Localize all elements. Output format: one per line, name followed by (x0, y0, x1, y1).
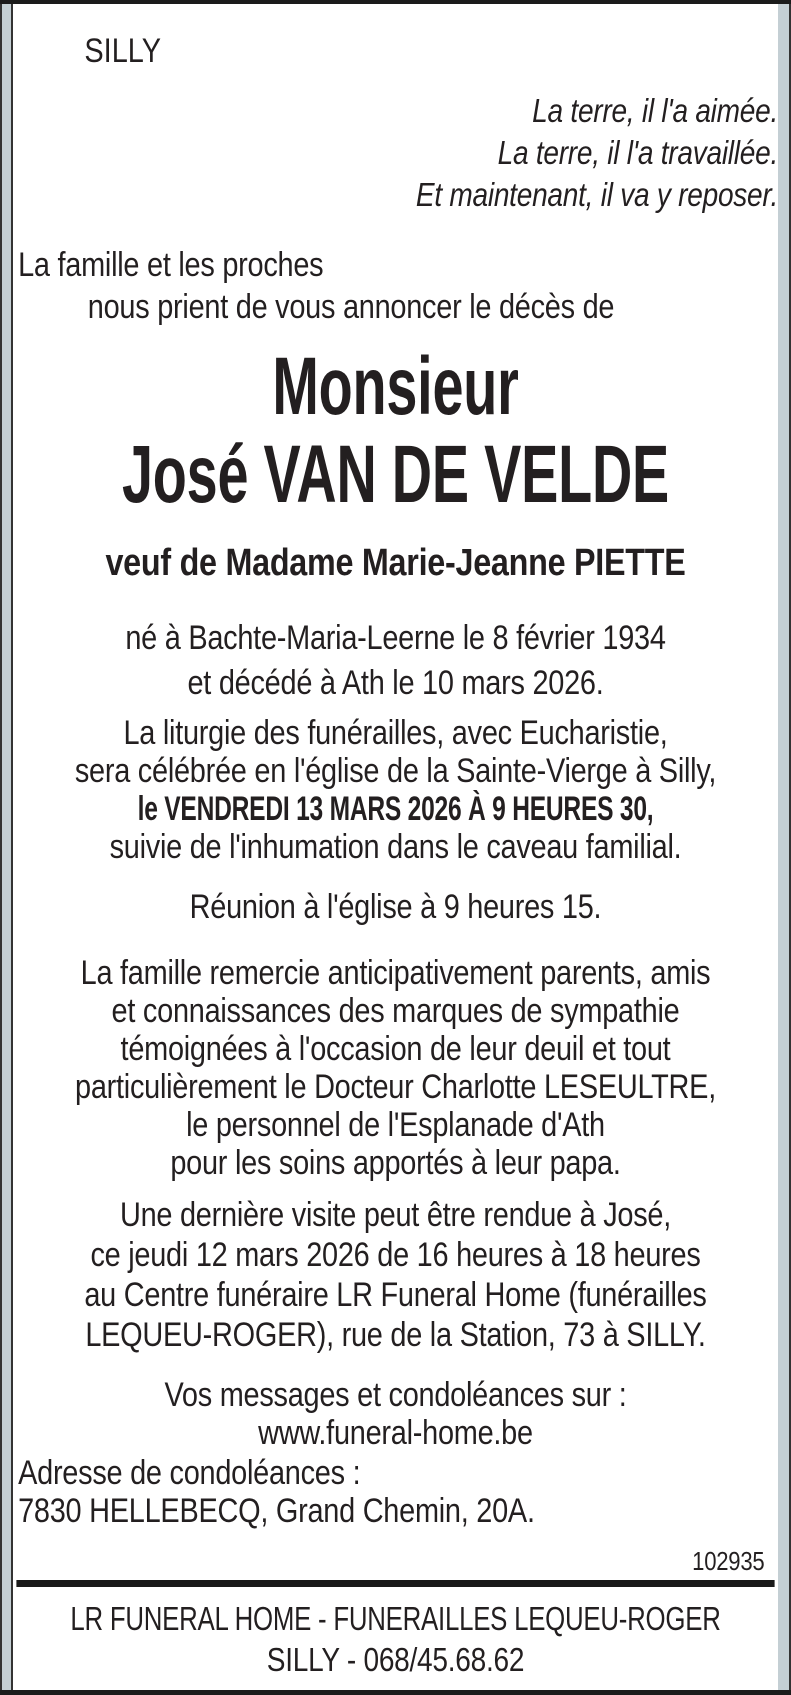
deceased-title (13, 342, 778, 432)
funeral-home-name (13, 1598, 778, 1639)
right-page-gutter (778, 4, 791, 1690)
birth-line: né à Bachte-Maria-Leerne le 8 février 1934 (125, 619, 666, 657)
church-meeting-line: Réunion à l'église à 9 heures 15. (189, 888, 602, 926)
obituary-content (13, 4, 778, 1695)
funeral-line-2: sera célébrée en l'église de la Sainte-Vierge à Silly, (74, 752, 717, 790)
footer-divider (16, 1580, 774, 1587)
last-visit-line-1: Une dernière visite peut être rendue à José, (119, 1196, 672, 1234)
condolence-website-link[interactable]: www.funeral-home.be (258, 1414, 533, 1452)
thanks-line-6: pour les soins apportés à leur papa. (170, 1144, 621, 1182)
funeral-datetime-line (13, 790, 778, 828)
epitaph-line-1: La terre, il l'a aimée. (532, 92, 778, 129)
funeral-line-1: La liturgie des funérailles, avec Eucharistie, (123, 714, 668, 752)
funeral-datetime-text: le VENDREDI 13 MARS 2026 À 9 HEURES 30, (137, 790, 654, 828)
last-visit-line-4: LEQUEU-ROGER), rue de la Station, 73 à SILLY. (85, 1316, 706, 1354)
deceased-name-text: José VAN DE VELDE (121, 429, 670, 520)
left-page-gutter (0, 4, 13, 1690)
place-name: SILLY (84, 32, 161, 70)
last-visit-line-3: au Centre funéraire LR Funeral Home (funérailles (84, 1276, 707, 1314)
widower-line: veuf de Madame Marie-Jeanne PIETTE (105, 542, 686, 584)
reference-number: 102935 (692, 1546, 765, 1576)
death-line: et décédé à Ath le 10 mars 2026. (187, 664, 604, 702)
funeral-home-name-text: LR FUNERAL HOME - FUNERAILLES LEQUEU-ROGER (70, 1600, 721, 1637)
epitaph-line-2: La terre, il l'a travaillée. (497, 134, 778, 171)
announcement-line-1: La famille et les proches (18, 246, 324, 284)
condolence-website-line (13, 1414, 778, 1452)
condolence-address-value: 7830 HELLEBECQ, Grand Chemin, 20A. (18, 1492, 535, 1530)
funeral-line-4: suivie de l'inhumation dans le caveau familial. (109, 828, 682, 866)
epitaph-line-3: Et maintenant, il va y reposer. (415, 176, 778, 213)
deceased-name (13, 430, 778, 520)
thanks-line-5: le personnel de l'Esplanade d'Ath (186, 1106, 605, 1144)
thanks-line-2: et connaissances des marques de sympathie (111, 992, 680, 1030)
thanks-line-4: particulièrement le Docteur Charlotte LESEULTRE, (75, 1068, 716, 1106)
thanks-line-1: La famille remercie anticipativement parents, amis (80, 954, 711, 992)
last-visit-line-2: ce jeudi 12 mars 2026 de 16 heures à 18 heures (90, 1236, 701, 1274)
announcement-line-2: nous prient de vous annoncer le décès de (87, 288, 615, 326)
thanks-line-3: témoignées à l'occasion de leur deuil et tout (120, 1030, 671, 1068)
condolence-web-intro: Vos messages et condoléances sur : (164, 1376, 627, 1414)
condolence-address-label: Adresse de condoléances : (18, 1454, 361, 1492)
deceased-title-text: Monsieur (272, 341, 519, 432)
funeral-home-contact: SILLY - 068/45.68.62 (266, 1641, 525, 1678)
